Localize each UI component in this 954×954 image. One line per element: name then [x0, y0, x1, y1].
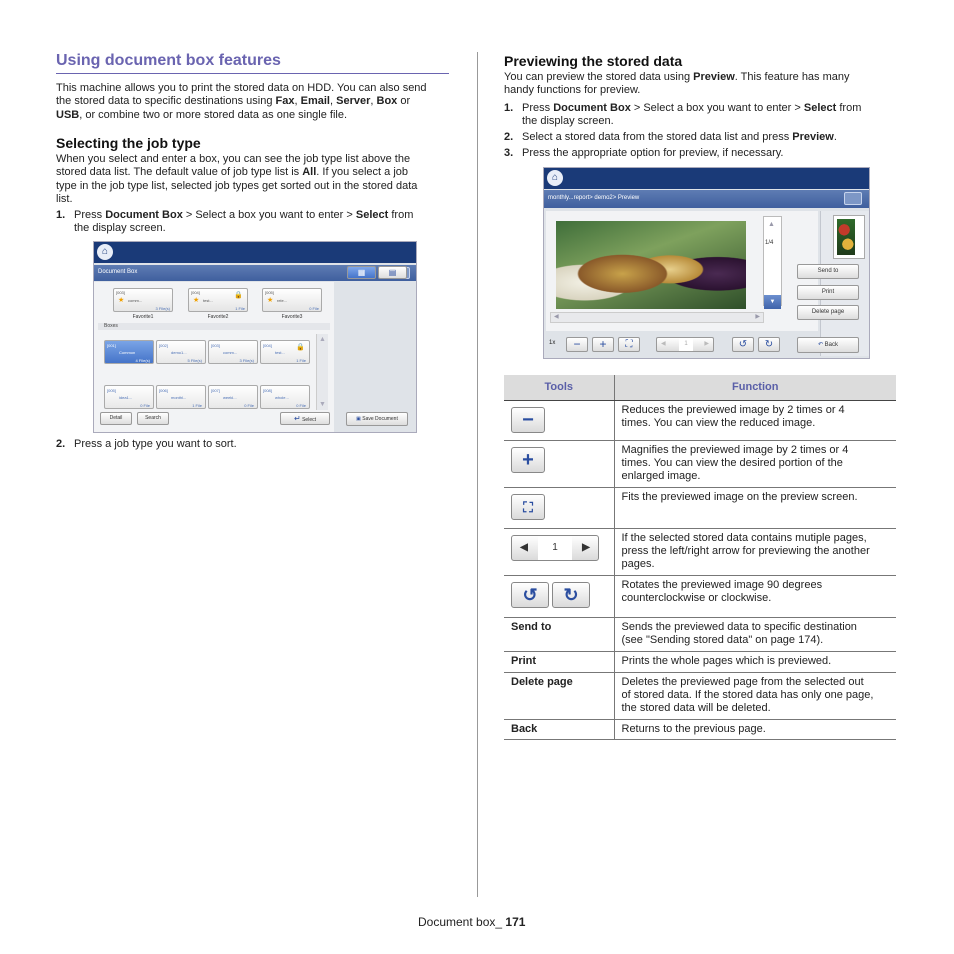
star-icon: ★ [193, 297, 200, 304]
send-to-button[interactable]: Send to [797, 264, 859, 279]
horizontal-scrollbar[interactable] [550, 312, 764, 323]
column-divider [477, 52, 478, 897]
intro-paragraph: This machine allows you to print the stored data on HDD. You can also send the stored data to specific destinations using Fax, Email, Server, Box or USB, or combine two or more stored data as one single file. [56, 82, 427, 121]
page-up-icon[interactable]: ▲ [768, 221, 775, 228]
table-row: ↺ ↻ Rotates the previewed image 90 degrees counterclockwise or clockwise. [504, 575, 896, 617]
scroll-right-icon[interactable]: ▶ [755, 314, 760, 320]
right-step-3: 3. Press the appropriate option for preview, if necessary. [504, 147, 784, 159]
fit-screen-icon: ⛶ [511, 494, 545, 520]
previewing-paragraph: You can preview the stored data using Preview. This feature has many handy functions for preview. [504, 71, 850, 97]
next-page-icon[interactable]: ▶ [704, 341, 709, 347]
select-button[interactable]: ↵ Select [280, 412, 330, 425]
box-item-4[interactable]: [004] 🔒 test... 1 File [260, 340, 310, 364]
preview-area [546, 211, 818, 331]
box-item-5[interactable]: [005] idea1... 0 File [104, 385, 154, 409]
rotate-cw-icon: ↻ [552, 582, 590, 608]
scroll-left-icon[interactable]: ◀ [554, 314, 559, 320]
thumbnail-image [837, 219, 855, 255]
boxes-label: Boxes [98, 323, 330, 330]
favorite-caption-3: Favorite3 [281, 314, 303, 320]
table-header-row [504, 375, 896, 400]
minus-icon: − [511, 407, 545, 433]
preview-path: monthly...report> demo2> Preview [548, 195, 640, 201]
table-row: ◀ 1 ▶ If the selected stored data contains mutiple pages, press the left/right arrow for previewing the another pages. [504, 528, 896, 575]
search-button[interactable]: Search [137, 412, 169, 425]
page-navigator-icon: ◀ 1 ▶ [511, 535, 599, 561]
thumbnail[interactable] [833, 215, 865, 259]
home-icon[interactable]: ⌂ [547, 170, 563, 186]
preview-side-panel [817, 211, 869, 356]
box-item-8[interactable]: [008] whole... 0 File [260, 385, 310, 409]
page-navigator[interactable] [656, 337, 714, 352]
tools-header: Tools [504, 375, 614, 400]
list-view-button[interactable] [378, 266, 407, 279]
previous-page-icon[interactable]: ◀ [661, 341, 666, 347]
lock-icon: 🔒 [234, 292, 243, 299]
favorite-caption-2: Favorite2 [207, 314, 229, 320]
table-row: Delete page Deletes the previewed page from the selected out of stored data. If the stored data has only one page, the stored data will be deleted. [504, 672, 896, 719]
page-down-icon[interactable]: ▼ [764, 295, 781, 309]
enter-arrow-icon: ↵ [294, 414, 301, 423]
document-box-screenshot [93, 241, 417, 433]
box-item-7[interactable]: [007] weekl... 0 File [208, 385, 258, 409]
right-arrow-icon: ▶ [582, 541, 590, 553]
favorite-box-2[interactable]: [004] ★ 🔒 test... 1 File [188, 288, 248, 312]
save-icon: ▣ [356, 416, 361, 422]
table-row: − Reduces the previewed image by 2 times or 4 times. You can view the reduced image. [504, 400, 896, 440]
table-row: Print Prints the whole pages which is previewed. [504, 651, 896, 672]
left-step-2: 2. Press a job type you want to sort. [56, 438, 237, 450]
back-arrow-icon: ↶ [817, 342, 823, 348]
preview-screenshot [543, 167, 870, 359]
box-panel [94, 282, 334, 432]
rotate-cw-button[interactable]: ↻ [758, 337, 780, 352]
home-icon[interactable]: ⌂ [97, 244, 113, 260]
zoom-out-button[interactable]: − [566, 337, 588, 352]
preview-image-vegetables [556, 221, 746, 309]
title-rule [56, 73, 449, 74]
table-row: ⛶ Fits the previewed image on the preview screen. [504, 487, 896, 528]
list-icon: ▤ [388, 268, 397, 277]
selecting-job-type-heading: Selecting the job type [56, 135, 201, 151]
table-row: + Magnifies the previewed image by 2 times or 4 times. You can view the desired portion of the enlarged image. [504, 440, 896, 487]
screen-title-bar [544, 190, 869, 208]
thumbnail-view-button[interactable] [347, 266, 376, 279]
delete-page-button[interactable]: Delete page [797, 305, 859, 320]
table-row: Send to Sends the previewed data to specific destination (see "Sending stored data" on page 174). [504, 617, 896, 651]
rotate-ccw-button[interactable]: ↺ [732, 337, 754, 352]
box-item-6[interactable]: [006] monthl... 1 File [156, 385, 206, 409]
page-number: 1 [679, 338, 693, 351]
favorite-box-1[interactable]: [003] ★ comm... 3 File(s) [113, 288, 173, 312]
plus-icon: + [511, 447, 545, 473]
left-arrow-icon: ◀ [520, 541, 528, 553]
right-step-1: 1. Press Document Box > Select a box you want to enter > Select from the display screen. [504, 102, 862, 128]
favorite-box-3[interactable]: [005] ★ rele... 0 File [262, 288, 322, 312]
previewing-heading: Previewing the stored data [504, 53, 683, 69]
page-indicator: 1/4 [765, 240, 774, 246]
up-folder-icon[interactable] [844, 192, 862, 205]
box-item-1[interactable]: [001] Common 4 File(s) [104, 340, 154, 364]
screen-top-bar [94, 242, 416, 263]
tools-table [504, 375, 896, 740]
star-icon: ★ [267, 297, 274, 304]
box-item-2[interactable]: [002] demo1... 5 File(s) [156, 340, 206, 364]
print-button[interactable]: Print [797, 285, 859, 300]
screen-title: Document Box [98, 269, 138, 275]
box-list-scrollbar[interactable] [316, 334, 328, 410]
scroll-down-icon[interactable]: ▼ [319, 401, 326, 408]
fit-screen-button[interactable]: ⛶ [618, 337, 640, 352]
lock-icon: 🔒 [296, 344, 305, 351]
zoom-in-button[interactable]: + [592, 337, 614, 352]
save-document-button[interactable]: ▣ Save Document [346, 412, 408, 426]
page-indicator-panel [763, 216, 782, 306]
box-item-3[interactable]: [003] comm... 3 File(s) [208, 340, 258, 364]
rotate-ccw-icon: ↺ [511, 582, 549, 608]
function-header: Function [614, 375, 896, 400]
detail-button[interactable]: Detail [100, 412, 132, 425]
scroll-up-icon[interactable]: ▲ [319, 336, 326, 343]
screen-top-bar [544, 168, 869, 189]
page-title: Using document box features [56, 52, 281, 69]
right-step-2: 2. Select a stored data from the stored data list and press Preview. [504, 131, 837, 143]
left-step-1: 1. Press Document Box > Select a box you want to enter > Select from the display screen. [56, 209, 414, 235]
selecting-job-type-paragraph: When you select and enter a box, you can see the job type list above the stored data list. The default value of job type list is All. If you select a job type in the job type list, selected job types get sorted out in the stored data list. [56, 153, 418, 205]
grid-icon: ▦ [357, 268, 366, 277]
star-icon: ★ [118, 297, 125, 304]
table-row: Back Returns to the previous page. [504, 719, 896, 739]
zoom-level: 1x [549, 340, 556, 346]
back-button[interactable]: ↶ Back [797, 337, 859, 353]
favorite-caption-1: Favorite1 [132, 314, 154, 320]
page-footer: Document box_ 171 [418, 915, 526, 929]
